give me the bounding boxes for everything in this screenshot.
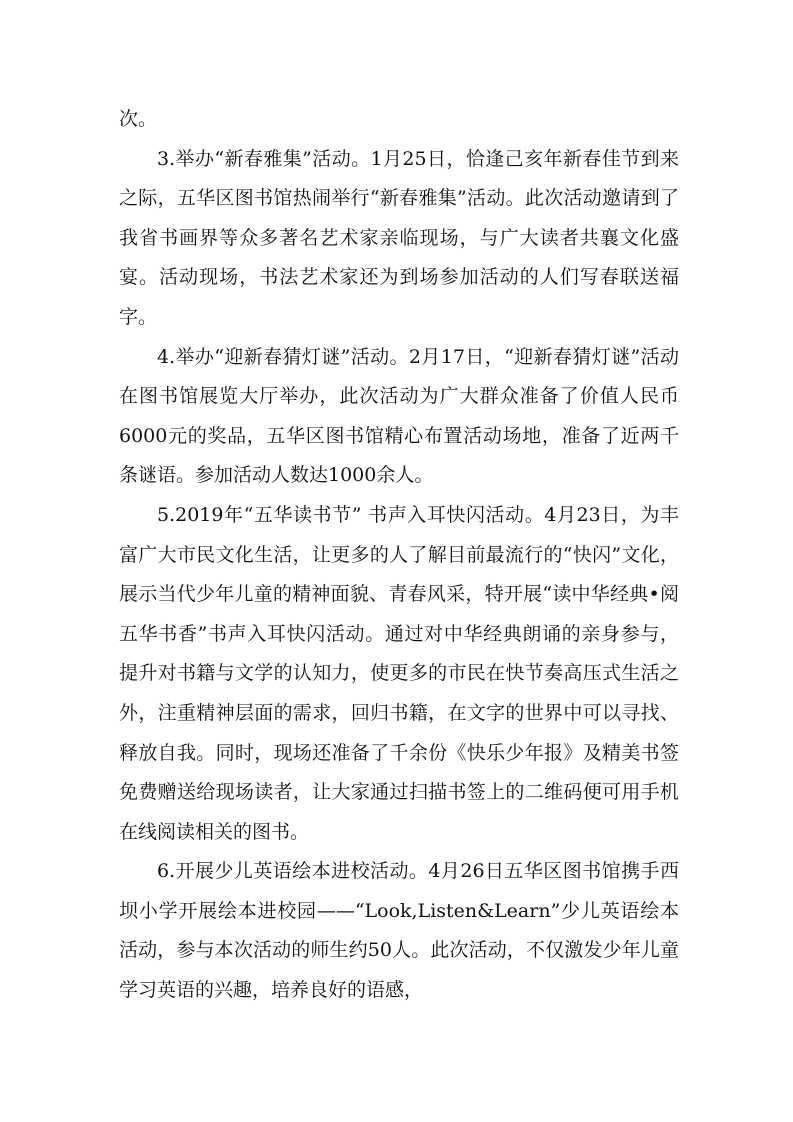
paragraph-item-6: 6.开展少儿英语绘本进校活动。4月26日五华区图书馆携手西坝小学开展绘本进校园——“Look,Listen&Learn”少儿英语绘本活动，参与本次活动的师生约50人。此次活动，不仅激发少年儿童学习英语的兴趣，培养良好的语感， [119,860,679,1002]
paragraph-item-4: 4.举办“迎新春猜灯谜”活动。2月17日，“迎新春猜灯谜”活动在图书馆展览大厅举办，此次活动为广大群众准备了价值人民币6000元的奖品，五华区图书馆精心布置活动场地，准备了近两千条谜语。参加活动人数达1000余人。 [119,345,679,487]
paragraph-continuation: 次。 [119,108,158,130]
document-body [119,100,679,1011]
paragraph-item-5: 5.2019年“五华读书节” 书声入耳快闪活动。4月23日，为丰富广大市民文化生活，让更多的人了解目前最流行的“快闪”文化，展示当代少年儿童的精神面貌、青春风采，特开展“读中华经典•阅五华书香”书声入耳快闪活动。通过对中华经典朗诵的亲身参与，提升对书籍与文学的认知力，使更多的市民在快节奏高压式生活之外，注重精神层面的需求，回归书籍，在文字的世界中可以寻找、释放自我。同时，现场还准备了千余份《快乐少年报》及精美书签免费赠送给现场读者，让大家通过扫描书签上的二维码便可用手机在线阅读相关的图书。 [119,503,679,843]
paragraph-item-3: 3.举办“新春雅集”活动。1月25日，恰逢己亥年新春佳节到来之际，五华区图书馆热闹举行“新春雅集”活动。此次活动邀请到了我省书画界等众多著名艺术家亲临现场，与广大读者共襄文化盛宴。活动现场，书法艺术家还为到场参加活动的人们写春联送福字。 [119,147,679,328]
